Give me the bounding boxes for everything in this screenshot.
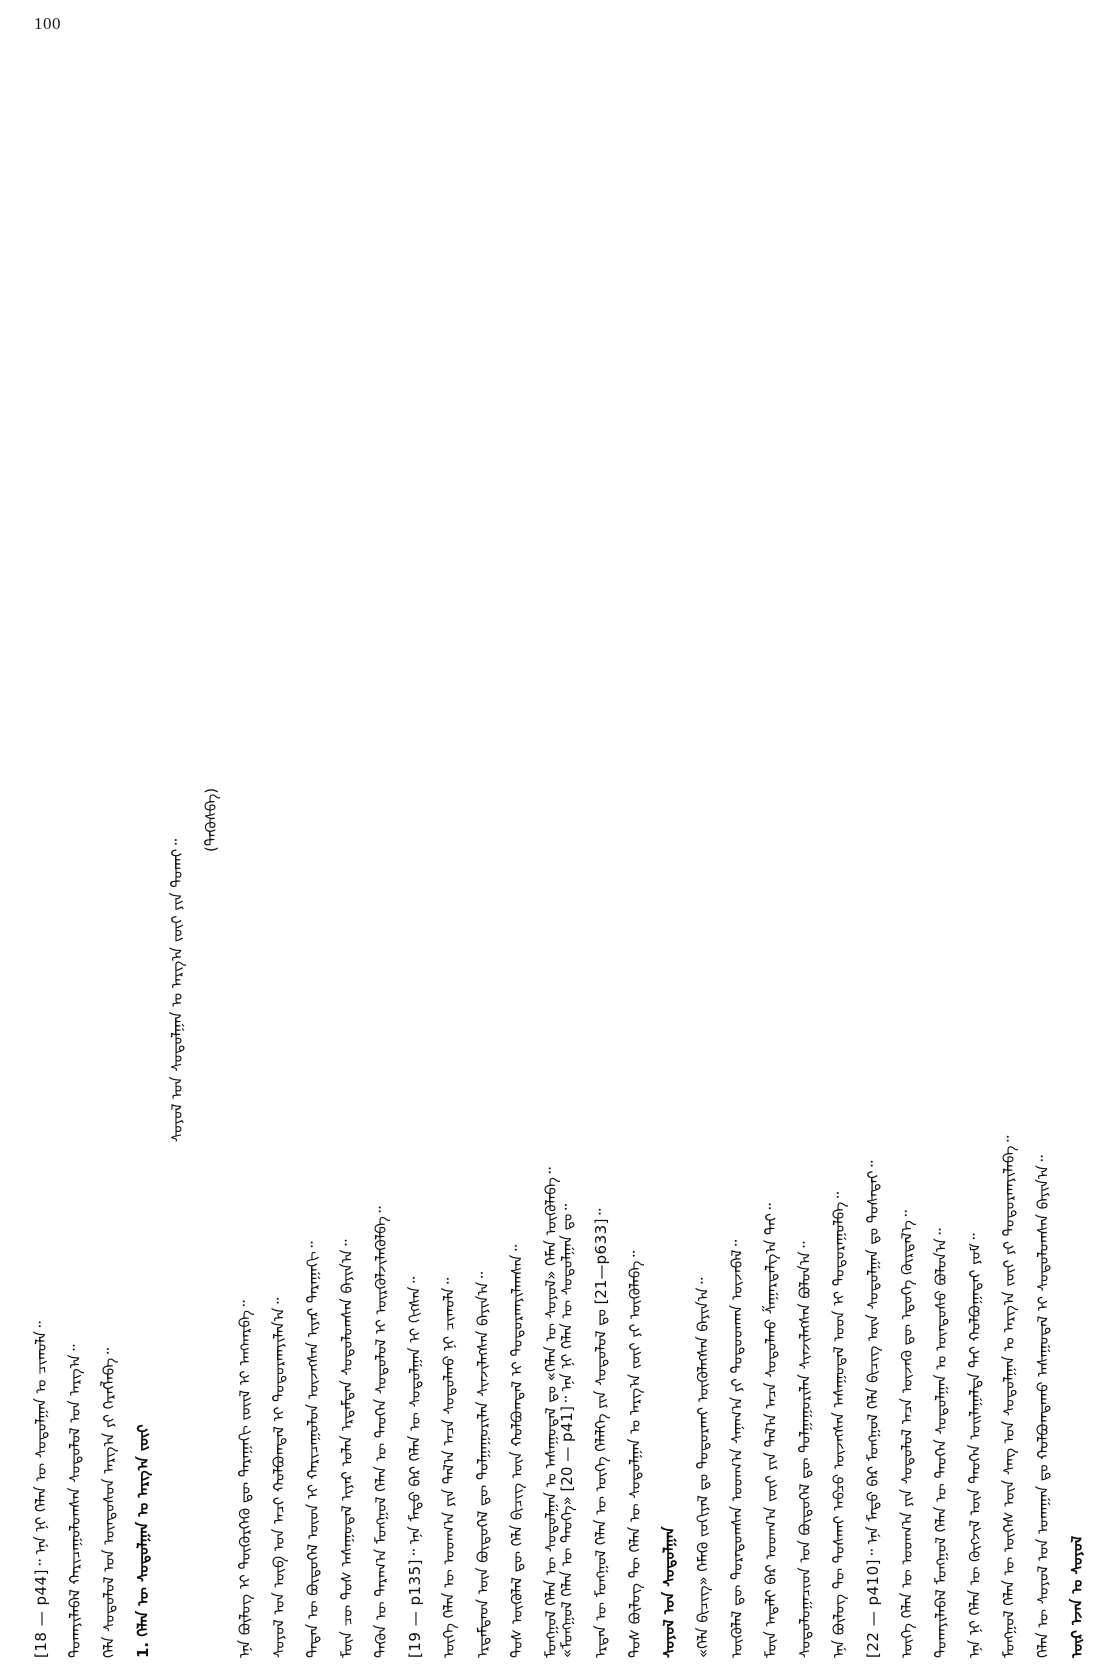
text-column: ᠡᠷᠳᠡᠮᠲᠡᠳ ᠦᠨ ᠪᠦᠲᠦᠭᠡᠯ ᠳᠦ ᠲᠤᠯᠭᠠᠭᠤᠷᠢᠯᠠᠨ ᠰᠢᠨᠵᠢᠯᠡᠭᠰᠡᠨ ᠪᠠᠶᠢᠨ᠎ᠠ᠃ [474, 1271, 492, 1658]
text-column: ᠦᠭᠡ ᠬᠡᠯᠡᠨ ᠦ ᠤᠳᠬ᠎ᠠ ᠶᠢᠨ ᠰᠤᠳᠤᠯᠤᠯ ᠠᠴᠠ ᠦᠵᠡᠬᠦ ᠳᠦ ᠡᠳᠦᠭᠡ ᠬᠦᠷᠲᠡᠯ᠎ᠡ᠃ [898, 1210, 916, 1658]
text-column: ᠡᠨᠡ ᠪᠦᠯᠦᠭ ᠲᠦ ᠲᠤᠰᠬᠠᠢ ᠠᠪᠴᠤ ᠦᠵᠡᠭᠰᠡᠨ ᠠᠰᠠᠭᠤᠳᠠᠯ ᠤᠳ ᠢ ᠲᠤᠳᠤᠷᠠᠭᠤᠯᠪᠠ᠃ [830, 1191, 848, 1658]
text-column: ᠲᠤᠬᠠᠶᠢᠯᠠᠪᠠᠯ ᠬᠠᠷᠢᠴᠠᠭᠤᠯᠤᠭᠰᠠᠨ ᠰᠤᠳᠤᠯᠤᠯ ᠤᠨ ᠠᠷᠭ᠎ᠠ᠃ [66, 1344, 84, 1658]
text-column-citation-19: [19 — p135]᠃ ᠡᠨᠡ ᠮᠡᠲᠦ ᠪᠡᠷ ᠬᠡᠯᠡᠨ ᠦ ᠰᠤᠳᠤᠯᠭᠠᠨ ᠢ ᠬᠢᠭᠰᠡᠨ᠃ [406, 1276, 424, 1658]
text-column: ᠡᠨᠡ ᠪᠦᠯᠦᠭ ᠢ ᠳᠦᠭᠦᠷᠭᠡᠬᠦ ᠳᠦ ᠳᠠᠷᠠᠭᠠᠬᠢ ᠵᠦᠢᠯ ᠢ ᠠᠩᠬᠠᠷᠪᠠ᠃ [236, 1300, 254, 1658]
text-column: ᠲᠤᠰ ᠦᠭᠦᠯᠡᠯ ᠳᠦ ᠬᠡᠯᠡ ᠪᠢᠴᠢᠭ ᠦᠨ ᠬᠤᠯᠪᠤᠭᠳᠠᠯ ᠢ ᠲᠤᠳᠤᠷᠬᠠᠶᠢᠯᠠᠭᠰᠠᠨ᠃ [508, 1244, 526, 1658]
text-column-citation-20: «ᠮᠤᠩᠭᠤᠯ ᠬᠡᠯᠡᠨ ᠦ ᠲᠡᠦᠬᠡ» [20 — p41]᠃ ᠡᠨᠡ ᠨᠢ ᠬᠡᠯᠡᠨ ᠦ ᠰᠤᠳᠤᠯᠭᠠᠨ ᠳᠤ᠃ [558, 1203, 576, 1658]
text-column: ᠲᠡᠭᠦᠨ ᠦ ᠳᠠᠷᠠᠭ᠎ᠠ ᠮᠤᠩᠭᠤᠯ ᠬᠡᠯᠡᠨ ᠦ ᠲᠡᠦᠬᠡᠨ ᠰᠤᠳᠤᠯᠤᠯ ᠢ ᠦᠷᠭᠦᠯᠵᠢᠯᠡᠭᠦᠯᠪᠡ᠃ [372, 1206, 390, 1658]
page-number: 100 [34, 14, 61, 33]
text-column-citation-22: [22 — p410]᠃ ᠡᠨᠡ ᠮᠡᠲᠦ ᠪᠡᠷ ᠮᠤᠩᠭᠤᠯ ᠬᠡᠯᠡ ᠪᠢᠴᠢᠭ ᠦᠨ ᠰᠤᠳᠤᠯᠭᠠᠨ ᠳᠤ ᠲᠤᠰᠠᠲᠠᠢ᠃ [864, 1160, 882, 1658]
text-column: ᠦᠭᠦᠯᠡᠯ ᠳᠦ ᠲᠤᠷᠠᠳᠤᠭᠰᠠᠨ ᠤᠳᠬ᠎ᠠ ᠰᠠᠨᠠᠭ᠎ᠠ ᠶᠢ ᠲᠤᠳᠤᠳᠬᠠᠨ ᠦᠵᠡᠪᠡᠯ᠃ [728, 1239, 746, 1658]
text-column: «ᠬᠡᠯᠡ ᠪᠢᠴᠢᠭ» ᠬᠡᠮᠡᠬᠦ ᠵᠤᠬᠢᠶᠠᠯ ᠳᠤ ᠲᠤᠳᠤᠷᠬᠠᠢ ᠦᠭᠦᠯᠡᠭᠰᠡᠨ ᠪᠠᠶᠢᠨ᠎ᠠ᠃ [694, 1277, 712, 1658]
text-column: ᠲᠡᠳᠡᠨ ᠦ ᠪᠦᠲᠦᠭᠡᠯ ᠦᠳ ᠢ ᠬᠠᠷᠢᠴᠠᠭᠤᠯᠤᠨ ᠦᠵᠡᠭᠰᠡᠨ ᠢᠶᠡᠷ ᠳᠠᠷᠠᠭᠠᠬᠢ᠃ [304, 1241, 322, 1658]
text-column: ᠰᠤᠶᠤᠯ ᠤᠨ ᠦᠪ ᠤᠨ ᠠᠴᠢ ᠬᠤᠯᠪᠤᠭᠳᠠᠯ ᠢ ᠲᠤᠳᠤᠷᠬᠠᠶᠢᠯᠠᠨ᠎ᠠ᠃ [270, 1297, 288, 1658]
text-column: ᠰᠤᠶᠤᠯ ᠤᠨ ᠰᠤᠳᠤᠯᠭᠠᠨ ᠤ ᠠᠷᠭ᠎ᠠ ᠵᠦᠢ ᠶᠢᠨ ᠲᠤᠬᠠᠢ᠃ [168, 838, 186, 1143]
text-column-citation-21: ᠡᠷᠲᠡᠨ ᠦ ᠮᠤᠩᠭᠤᠯ ᠬᠡᠯᠡᠨ ᠦ ᠦᠭᠡ ᠬᠡᠯᠡᠯᠭᠡ ᠶᠢᠨ ᠰᠤᠳᠤᠯᠤᠯ ᠳᠤ [21—p633]᠃ [592, 1208, 610, 1658]
text-column-citation-18: [18 — p44]᠃ ᠡᠨᠡ ᠨᠢ ᠬᠡᠯᠡᠨ ᠦ ᠰᠤᠳᠤᠯᠭᠠᠨ ᠤ ᠴᠢᠬᠤᠯᠠ᠃ [32, 1321, 50, 1658]
text-block-left [18, 46, 566, 1658]
text-column: ᠲᠤᠰ ᠪᠦᠯᠦᠭ ᠲᠦ ᠬᠡᠯᠡᠨ ᠦ ᠰᠤᠳᠤᠯᠭᠠᠨ ᠤ ᠠᠷᠭ᠎ᠠ ᠵᠦᠢ ᠶᠢ ᠦᠭᠦᠯᠡᠪᠡ᠃ [626, 1250, 644, 1658]
section-heading-3: ᠦᠷ ᠡᠵᠡᠨ ᠤ ᠰᠤᠶᠤᠯ [1068, 1535, 1086, 1658]
text-column: ᠮᠤᠩᠭᠤᠯ ᠬᠡᠯᠡᠨ ᠦ ᠦᠭᠡᠰ ᠦᠨ ᠰᠠᠩ ᠤᠨ ᠰᠤᠳᠤᠯᠭᠠᠨ ᠤ ᠠᠷᠭ᠎ᠠ ᠵᠦᠢ ᠶᠢ ᠲᠤᠳᠤᠷᠬᠠᠶᠢᠯᠠᠪᠠ᠃ [1000, 1135, 1018, 1658]
text-column-closing: (ᠲᠡᠭᠦᠰᠪᠡ) [202, 787, 220, 852]
text-column: ᠬᠡᠯᠡ ᠰᠤᠳᠤᠯᠤᠯ ᠤᠨ ᠦᠨᠳᠦᠰᠦᠨ ᠠᠷᠭ᠎ᠠ ᠶᠢ ᠬᠡᠷᠡᠭᠯᠡᠪᠡ᠃ [100, 1347, 118, 1658]
text-column: ᠰᠤᠳᠤᠯᠤᠭᠠᠴᠢᠳ ᠤᠨ ᠪᠦᠲᠦᠭᠡᠯ ᠳᠦ ᠲᠤᠯᠭᠠᠭᠤᠷᠢᠯᠠᠨ ᠰᠢᠨᠵᠢᠯᠡᠭᠰᠡᠨ ᠪᠤᠯᠤᠨ᠎ᠠ᠃ [796, 1241, 814, 1658]
section-heading-2: ᠰᠤᠶᠤᠯ ᠤᠨ ᠰᠤᠳᠤᠯᠭᠠᠨ [660, 1526, 678, 1658]
section-heading-1: 1. ᠬᠡᠯᠡᠨ ᠦ ᠰᠤᠳᠤᠯᠭᠠᠨ ᠤ ᠠᠷᠭ᠎ᠠ ᠵᠦᠢ [134, 1424, 152, 1658]
text-column: ᠬᠡᠯᠡᠨ ᠦ ᠰᠤᠶᠤᠯ ᠤᠨ ᠤᠬᠠᠭᠠᠨ ᠳᠤ ᠬᠤᠯᠪᠤᠭᠳᠠᠬᠤ ᠠᠰᠠᠭᠤᠳᠠᠯ ᠢ ᠰᠤᠳᠤᠯᠤᠭᠰᠠᠨ ᠪᠠᠶᠢᠨ᠎ᠠ᠃ [1034, 1155, 1052, 1658]
text-column: ᠮᠦᠨ ᠴᠦ ᠲᠤᠰ ᠠᠰᠠᠭᠤᠳᠠᠯ ᠢᠶᠠᠷ ᠤᠯᠠᠨ ᠡᠷᠳᠡᠮᠲᠡᠨ ᠰᠤᠳᠤᠯᠤᠭᠰᠠᠨ ᠪᠠᠶᠢᠨ᠎ᠠ᠃ [338, 1239, 356, 1658]
text-column: ᠦᠭᠡ ᠬᠡᠯᠡᠨ ᠦ ᠤᠳᠬ᠎ᠠ ᠶᠢᠨ ᠲᠠᠯ᠎ᠠ ᠠᠴᠠ ᠰᠤᠳᠤᠯᠬᠤ ᠨᠢ ᠴᠢᠬᠤᠯᠠ᠃ [440, 1277, 458, 1658]
text-column: ᠮᠤᠩᠭᠤᠯ ᠬᠡᠯᠡᠨ ᠦ ᠰᠤᠳᠤᠯᠭᠠᠨ ᠤ ᠠᠰᠠᠭᠤᠳᠠᠯ ᠳᠤ «ᠬᠡᠯᠡᠨ ᠦ ᠰᠤᠶᠤᠯ» ᠬᠡᠮᠡᠨ ᠦᠭᠦᠯᠡᠪᠡ᠃ [542, 1167, 560, 1658]
text-column: ᠲᠤᠬᠠᠶᠢᠯᠠᠪᠠᠯ ᠮᠤᠩᠭᠤᠯ ᠬᠡᠯᠡᠨ ᠦ ᠲᠡᠦᠬᠡᠨ ᠰᠤᠳᠤᠯᠭᠠᠨ ᠤ ᠦᠨᠳᠦᠰᠦ ᠪᠤᠯᠤᠨ᠎ᠠ᠃ [932, 1228, 950, 1658]
text-column: ᠮᠦᠨ ᠠᠳᠠᠯᠢ ᠪᠡᠷ ᠤᠳᠬ᠎ᠠ ᠵᠦᠢ ᠶᠢᠨ ᠲᠠᠯ᠎ᠠ ᠠᠴᠠ ᠰᠤᠳᠤᠯᠬᠤ ᠱᠠᠭᠠᠷᠳᠠᠯᠭ᠎ᠠ ᠲᠠᠢ᠃ [762, 1203, 780, 1658]
text-column: ᠡᠨᠡ ᠨᠢ ᠬᠡᠯᠡᠨ ᠦ ᠬᠦᠭᠵᠢᠯ ᠦᠨ ᠲᠡᠦᠬᠡᠨ ᠤᠢᠯᠠᠭᠠᠯᠲᠠ ᠲᠠᠢ ᠬᠤᠯᠪᠤᠭᠠᠲᠠᠢ ᠶᠤᠮ᠃ [966, 1233, 984, 1658]
page-body [18, 46, 1096, 1658]
text-block-right [556, 46, 1096, 1658]
